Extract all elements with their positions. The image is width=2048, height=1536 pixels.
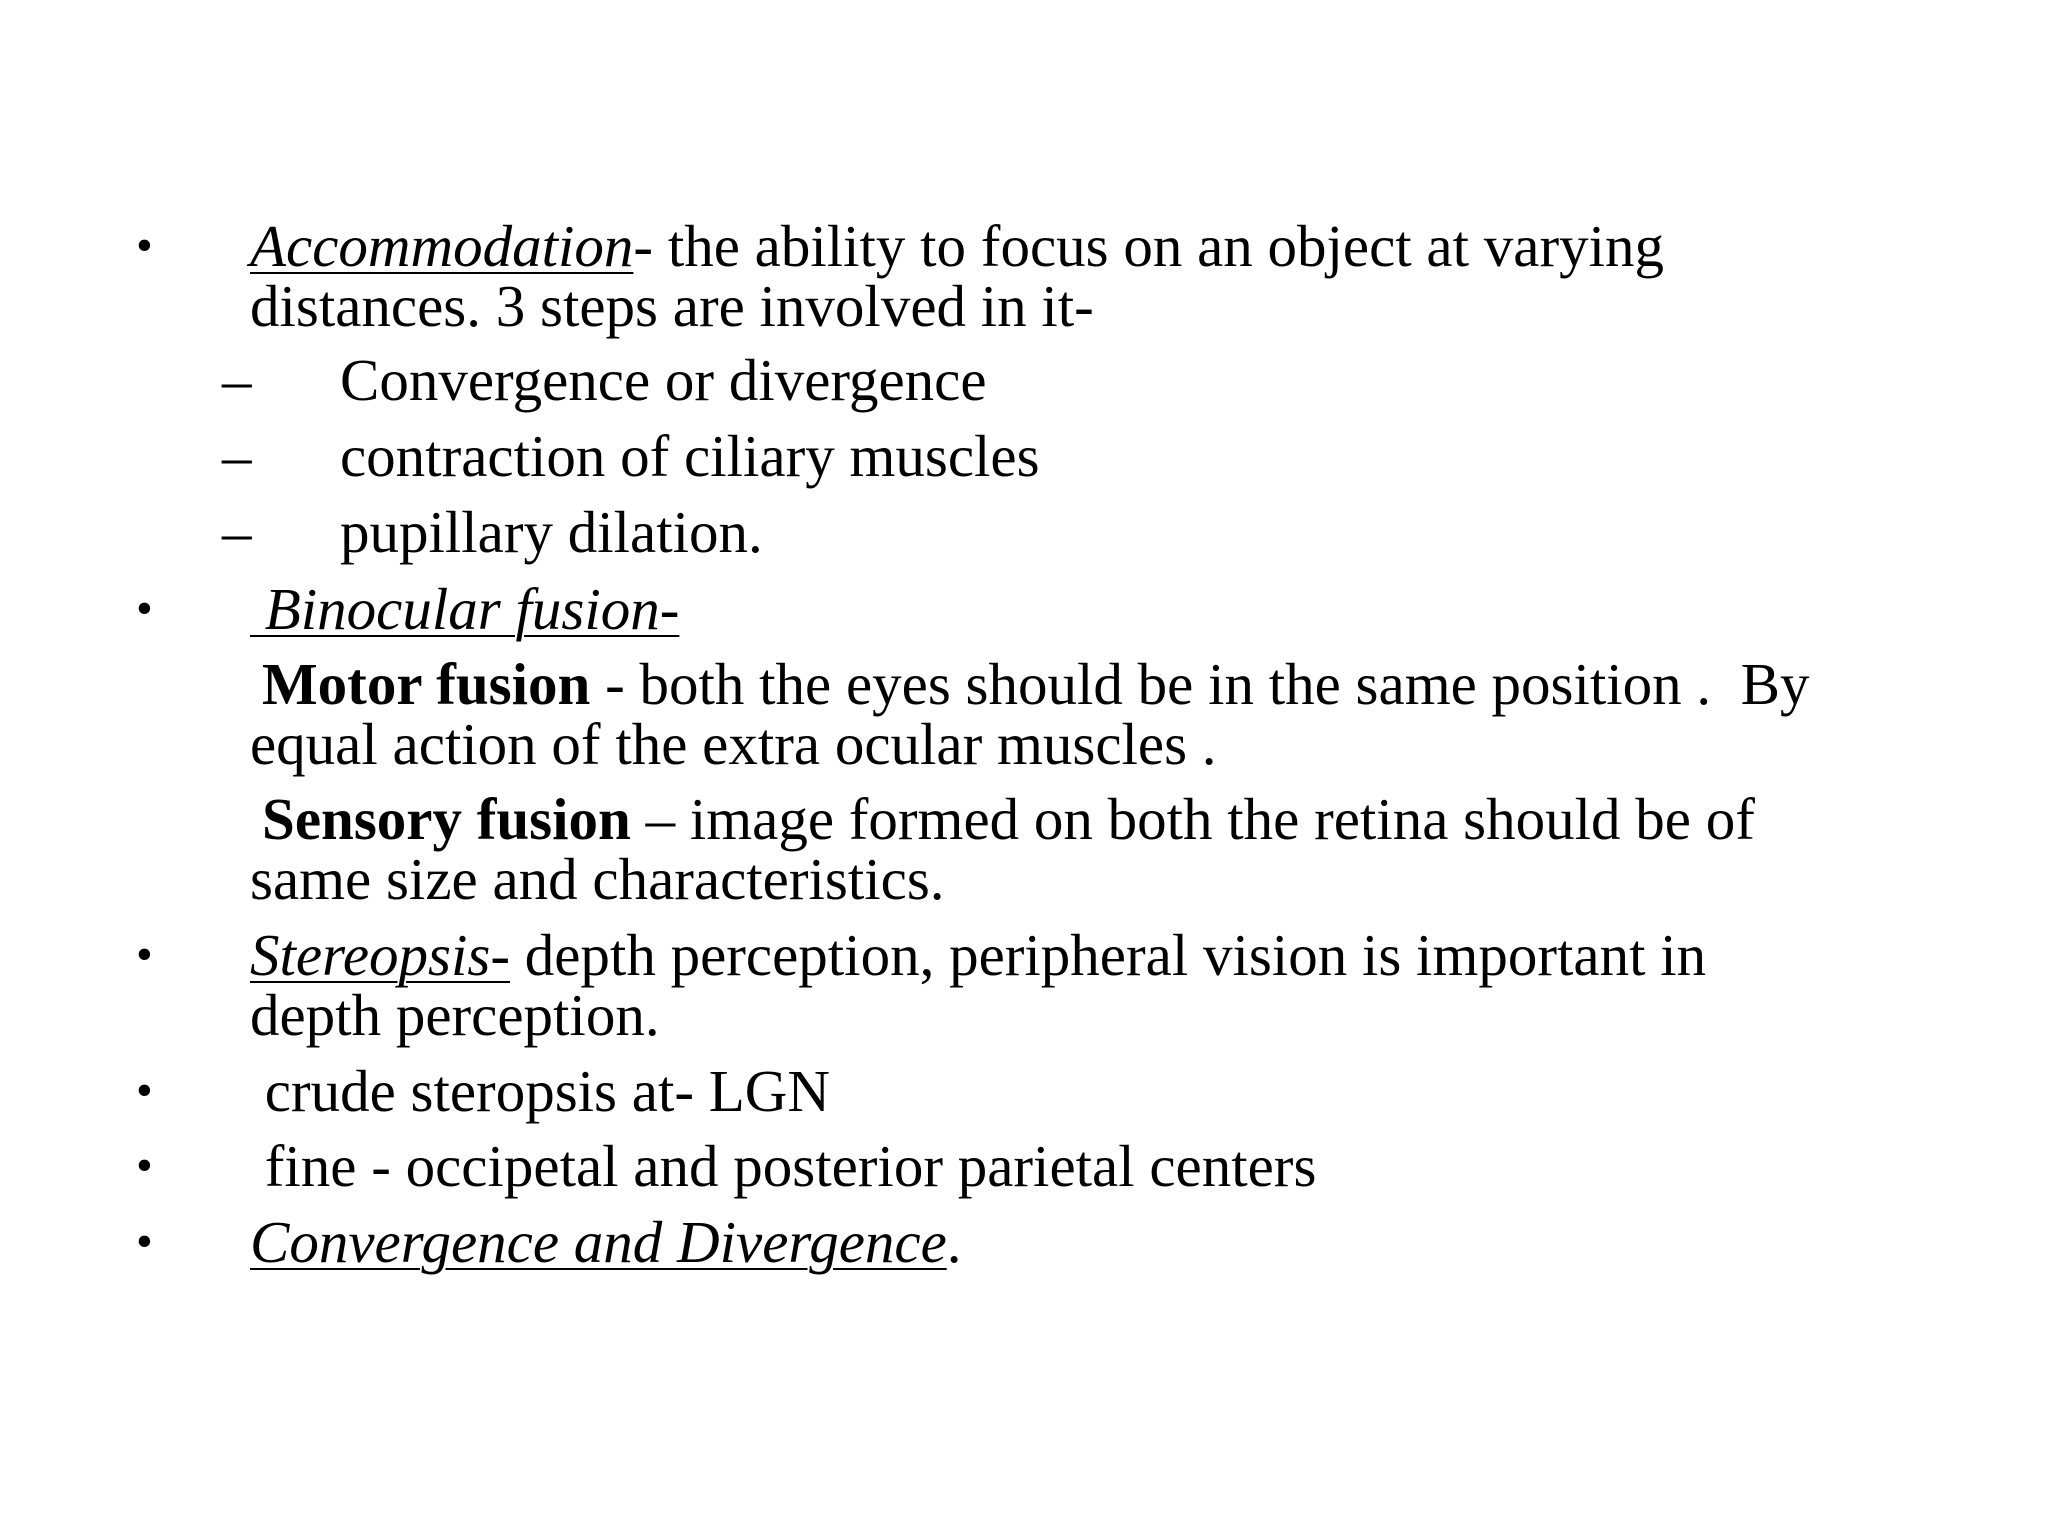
stereopsis-term: Stereopsis- [250,922,510,988]
dash-icon: – [222,347,252,413]
dash-icon: – [222,423,252,489]
bullet-icon: • [136,1064,153,1117]
bullet-icon: • [136,582,153,635]
slide: • Accommodation- the ability to focus on an object at varying distances. 3 steps are involved in it- – Convergence or divergence – contraction of ciliary muscles – pupillary dilation. • Binocular fusion- Motor fusion - both the eyes should be in the same position . By equal action of the extra ocular muscles . Sensory fusion – image formed on both the retina should be of same size and characteristics. • Stereopsis- depth perception, peripheral vision is important in depth perception. • crude steropsis at- LGN • fine - occipetal and posterior parietal centers • Convergence and Divergence. [136,213,1810,1275]
bullet-icon: • [136,928,153,981]
bullet-icon: • [136,1139,153,1192]
motor-fusion-term: Motor fusion [262,651,591,717]
dash-icon: – [222,499,252,565]
accommodation-definition: - the ability to focus on an object at varying [633,213,1664,279]
convergence-divergence-term: Convergence and Divergence [250,1209,947,1275]
bullet-icon: • [136,219,153,272]
sensory-fusion-term: Sensory fusion [262,786,631,852]
bullet-icon: • [136,1215,153,1268]
binocular-fusion-term: Binocular fusion- [250,576,680,642]
accommodation-term: Accommodation [250,213,634,279]
